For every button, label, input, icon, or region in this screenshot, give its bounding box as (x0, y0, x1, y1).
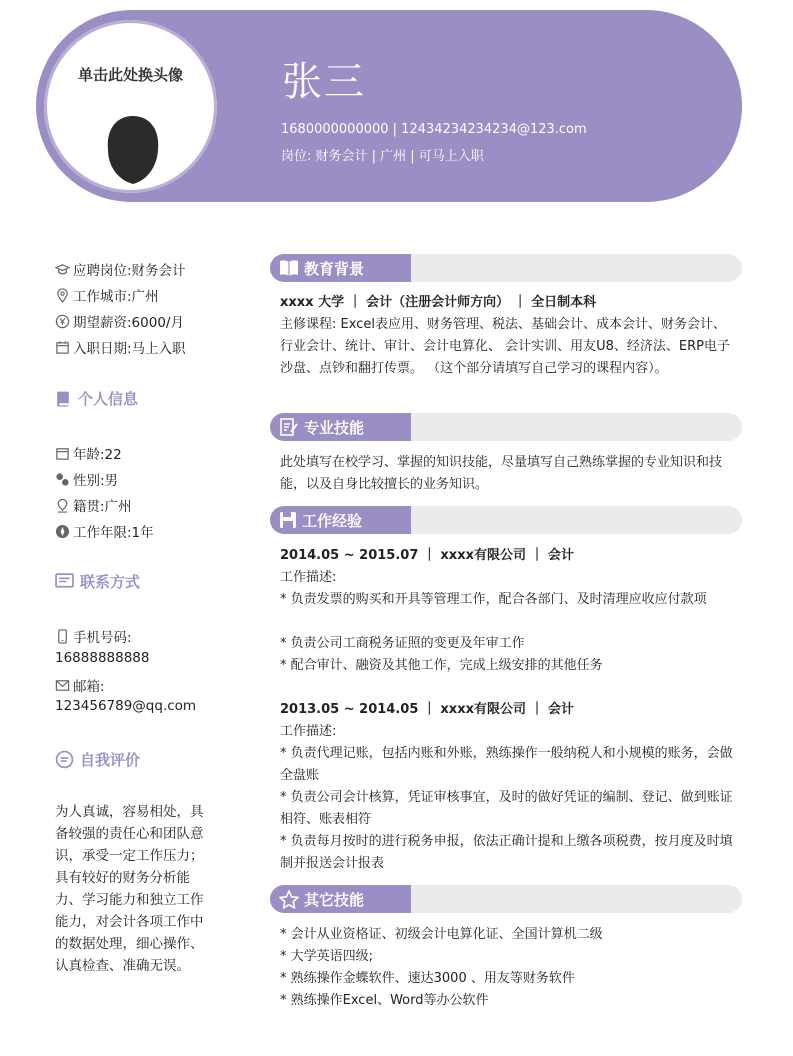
summary-text: 应聘岗位:财务会计 (73, 263, 186, 279)
phone-label: 手机号码: (55, 626, 132, 646)
job-headline: 2014.05 ~ 2015.07 ｜ xxxx有限公司 ｜ 会计 (280, 548, 575, 563)
experience-tab: 工作经验 (270, 506, 411, 534)
self-eval-title: 自我评价 (55, 749, 140, 770)
job-item: * 负责公司工商税务证照的变更及年审工作 (280, 636, 525, 651)
avatar-label: 单击此处换头像 (77, 66, 183, 84)
other-skill-item: * 会计从业资格证、初级会计电算化证、全国计算机二级 (280, 927, 603, 942)
email-address[interactable]: 123456789@qq.com (55, 698, 197, 714)
job-item: * 负责发票的购买和开具等管理工作，配合各部门、及时清理应收应付款项 (280, 592, 707, 607)
education-headline: xxxx 大学 ｜ 会计（注册会计师方向） ｜ 全日制本科 (280, 295, 597, 310)
experience-header (270, 506, 742, 534)
summary-item (55, 311, 184, 331)
personal-item: 籍贯:广州 (55, 495, 132, 515)
job-item: * 配合审计、融资及其他工作，完成上级安排的其他任务 (280, 658, 603, 673)
summary-text: 期望薪资:6000/月 (73, 315, 184, 331)
education-detail: 主修课程: Excel表应用、财务管理、税法、基础会计、成本会计、财务会计、行业会计、统计、审计、会计电算化、 会计实训、用友U8、经济法、ERP电子沙盘、点钞和翻打传票。 （这个部分请填写自己学习的课程内容）。 (280, 317, 731, 376)
job-item: * 负责公司会计核算，凭证审核事宜，及时的做好凭证的编制、登记、做到账证相符、账表相符 (280, 790, 733, 827)
summary-item (55, 285, 159, 305)
position-line: 岗位: 财务会计 | 广州 | 可马上入职 (281, 149, 484, 164)
skills-tab: 专业技能 (270, 413, 411, 441)
compass-icon (55, 524, 70, 539)
calendar-icon (55, 446, 70, 461)
mail-icon (55, 678, 70, 693)
graduation-cap-icon (55, 262, 70, 277)
other-skill-item: * 熟练操作金蝶软件、速达3000 、用友等财务软件 (280, 971, 575, 986)
person-silhouette-icon (102, 116, 164, 188)
education-tab: 教育背景 (270, 254, 411, 282)
yen-icon (55, 314, 70, 329)
other-skill-item: * 大学英语四级; (280, 949, 374, 964)
other-skills-header (270, 885, 742, 913)
book-icon (55, 390, 72, 408)
skills-text: 此处填写在校学习、掌握的知识技能，尽量填写自己熟练掌握的专业知识和技能，以及自身比较擅长的业务知识。 (280, 455, 723, 492)
location-pin-icon (55, 288, 70, 303)
phone-number[interactable]: 16888888888 (55, 650, 150, 666)
personal-item: 性别:男 (55, 469, 118, 489)
gender-icon (55, 472, 70, 487)
summary-item (55, 259, 186, 279)
calendar-icon (55, 340, 70, 355)
save-icon (279, 511, 297, 529)
chat-icon (55, 750, 74, 769)
contact-line: 1680000000000 | 12434234234234@123.com (281, 122, 587, 137)
avatar[interactable] (44, 20, 217, 193)
job-item: * 负责每月按时的进行税务申报，依法正确计提和上缴各项税费，按月度及时填制并报送会计报表 (280, 834, 733, 871)
candidate-name: 张三 (282, 59, 366, 105)
skills-header (270, 413, 742, 441)
location-pin-icon (55, 498, 70, 513)
education-header (270, 254, 742, 282)
star-icon (279, 890, 299, 909)
summary-item (55, 337, 186, 357)
other-skill-item: * 熟练操作Excel、Word等办公软件 (280, 993, 489, 1008)
open-book-icon (279, 259, 299, 277)
edit-document-icon (279, 418, 299, 436)
personal-item: 工作年限:1年 (55, 521, 154, 541)
job-item: * 负责代理记账，包括内账和外账，熟练操作一般纳税人和小规模的账务，会做全盘账 (280, 746, 733, 783)
phone-icon (55, 629, 70, 644)
self-eval-text: 为人真诚，容易相处，具备较强的责任心和团队意识，承受一定工作压力；具有较好的财务分析能力、学习能力和独立工作能力，对会计各项工作中的数据处理，细心操作、认真检查、准确无误。 (55, 804, 204, 974)
job-desc-label: 工作描述: (280, 570, 337, 585)
summary-text: 入职日期:马上入职 (73, 341, 186, 357)
summary-text: 工作城市:广州 (73, 289, 159, 305)
contact-title: 联系方式 (55, 571, 140, 592)
job-desc-label: 工作描述: (280, 724, 337, 739)
job-headline: 2013.05 ~ 2014.05 ｜ xxxx有限公司 ｜ 会计 (280, 702, 575, 717)
message-icon (55, 573, 74, 590)
personal-item: 年龄:22 (55, 443, 122, 463)
email-label: 邮箱: (55, 675, 105, 695)
personal-info-title: 个人信息 (55, 388, 138, 409)
other-skills-tab: 其它技能 (270, 885, 411, 913)
